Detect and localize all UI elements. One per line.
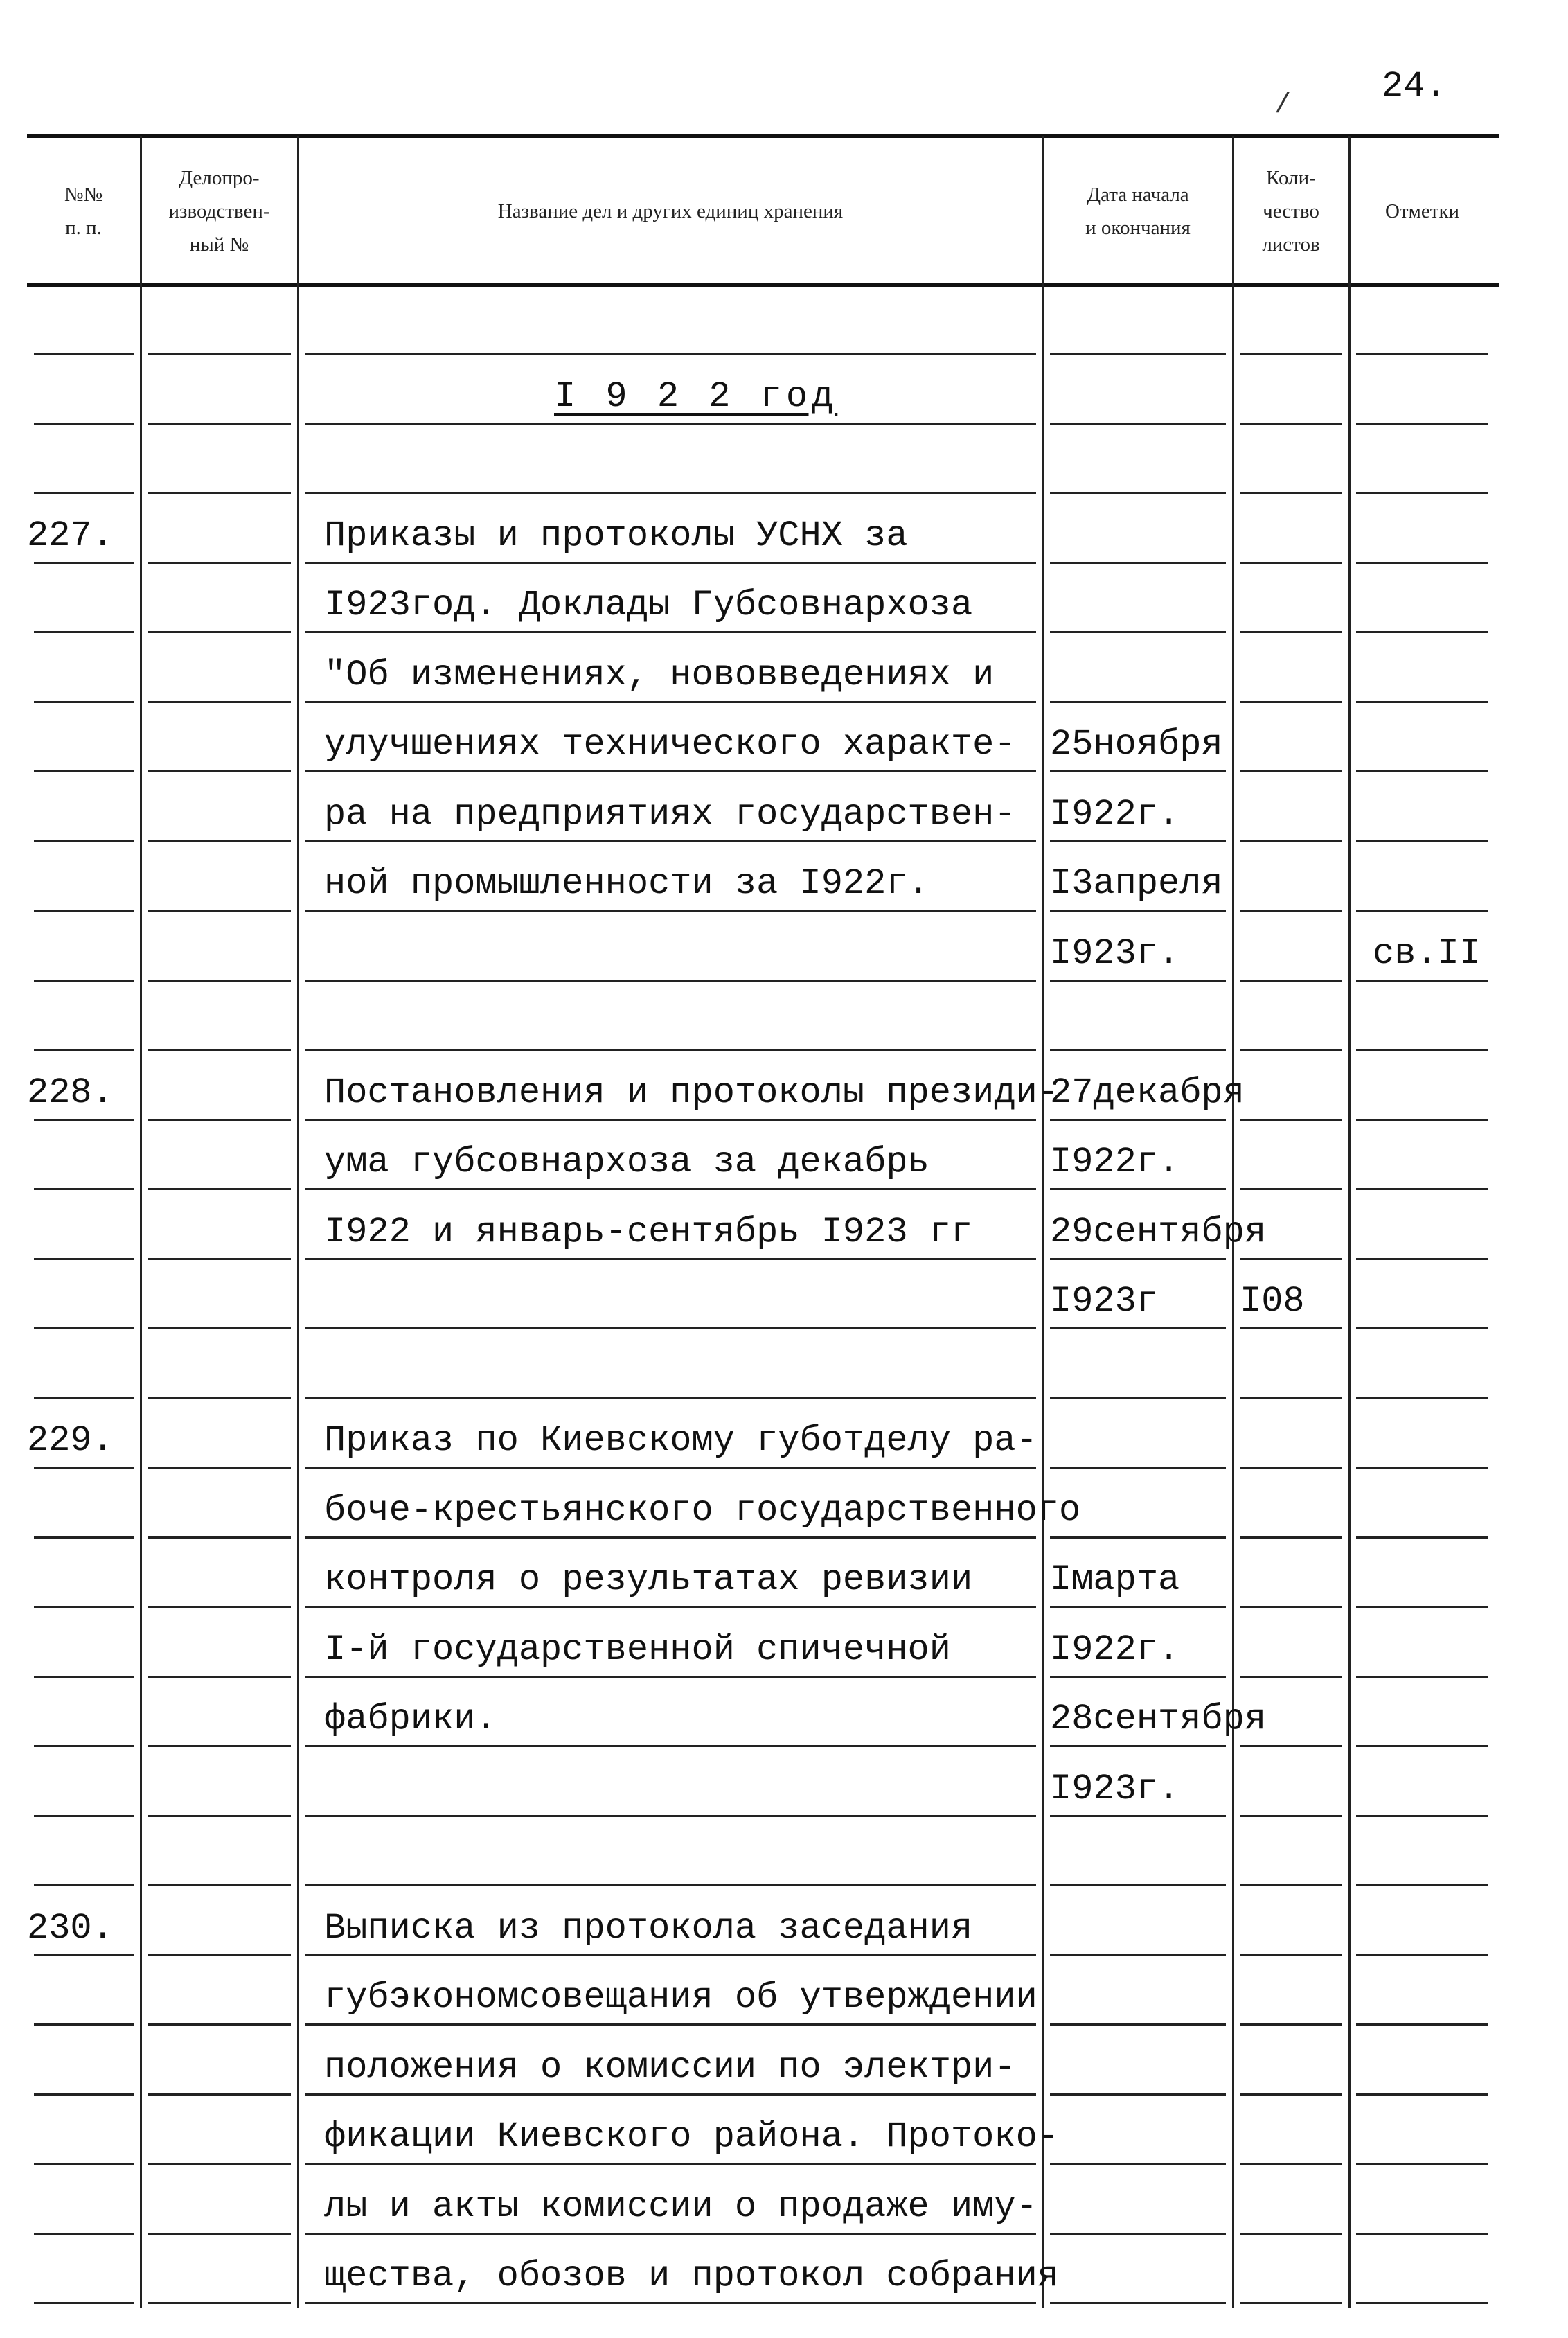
cell-title xyxy=(298,2096,1059,2165)
cell-dp xyxy=(141,2026,298,2096)
cell-title xyxy=(298,1121,1043,1190)
cell-text-title: ной промышленности за I922г. xyxy=(324,863,929,904)
cell-title xyxy=(298,285,1043,355)
header-text: Делопро- xyxy=(179,167,260,189)
table-row xyxy=(0,1887,1568,1956)
year-heading: I 9 2 2 год xyxy=(554,375,838,417)
cell-count xyxy=(1233,1121,1349,1190)
cell-num xyxy=(27,1399,141,1469)
cell-num xyxy=(27,1539,141,1608)
cell-num xyxy=(27,2096,141,2165)
header-text: ный № xyxy=(189,233,249,256)
table-row xyxy=(0,1609,1568,1678)
table-row xyxy=(0,1469,1568,1539)
cell-dp xyxy=(141,1052,298,1121)
table-row xyxy=(0,703,1568,772)
cell-note xyxy=(1349,703,1495,772)
cell-dp xyxy=(141,703,298,772)
header-col-dates xyxy=(1043,142,1233,281)
cell-date xyxy=(1043,2096,1233,2165)
cell-num xyxy=(27,1121,141,1190)
cell-count xyxy=(1233,1887,1349,1956)
cell-text-title: щества, обозов и протокол собрания xyxy=(324,2256,1059,2296)
header-text: чество xyxy=(1263,200,1319,222)
cell-note xyxy=(1349,634,1495,703)
cell-date xyxy=(1043,634,1233,703)
cell-count xyxy=(1233,1956,1349,2026)
cell-text-title: контроля о результатах ревизии xyxy=(324,1559,973,1600)
header-text: Дата начала xyxy=(1087,184,1189,206)
cell-note xyxy=(1349,2166,1495,2235)
cell-num xyxy=(27,842,141,912)
cell-date xyxy=(1043,1121,1233,1190)
pencil-mark: / xyxy=(1274,90,1292,121)
cell-num xyxy=(27,1956,141,2026)
cell-note xyxy=(1349,982,1495,1051)
table-row xyxy=(0,2235,1568,2304)
table-row xyxy=(0,1330,1568,1399)
cell-num xyxy=(27,1191,141,1260)
cell-title xyxy=(298,842,1043,912)
cell-title xyxy=(298,1260,1043,1329)
cell-text-num: 227. xyxy=(27,515,114,556)
cell-note xyxy=(1349,1748,1495,1817)
cell-num xyxy=(27,912,141,982)
cell-num xyxy=(27,425,141,494)
cell-count xyxy=(1233,425,1349,494)
cell-note xyxy=(1349,1956,1495,2026)
table-row xyxy=(0,2166,1568,2235)
cell-note xyxy=(1349,355,1495,425)
table-row xyxy=(0,1748,1568,1817)
cell-date xyxy=(1043,285,1233,355)
cell-date xyxy=(1043,2026,1233,2096)
cell-num xyxy=(27,1817,141,1886)
cell-text-title: фабрики. xyxy=(324,1699,497,1739)
cell-title xyxy=(298,634,1043,703)
cell-title xyxy=(298,495,1043,564)
cell-num xyxy=(27,495,141,564)
cell-text-num: 230. xyxy=(27,1907,114,1949)
cell-text-date: I3апреля xyxy=(1050,863,1223,904)
cell-title xyxy=(298,355,1043,425)
cell-note xyxy=(1349,2026,1495,2096)
cell-title xyxy=(298,773,1043,842)
cell-date xyxy=(1043,1678,1267,1747)
cell-text-title: "Об изменениях, нововведениях и xyxy=(324,654,995,696)
cell-count xyxy=(1233,2096,1349,2165)
cell-text-date: 28сентября xyxy=(1050,1699,1267,1739)
cell-note xyxy=(1349,564,1495,633)
cell-note xyxy=(1349,1469,1495,1539)
cell-note xyxy=(1349,1330,1495,1399)
cell-note xyxy=(1349,1399,1495,1469)
cell-text-title: Постановления и протоколы президи- xyxy=(324,1072,1059,1113)
cell-note xyxy=(1349,1887,1495,1956)
cell-note xyxy=(1349,425,1495,494)
header-text: листов xyxy=(1262,233,1320,256)
cell-note xyxy=(1349,2096,1495,2165)
cell-note xyxy=(1349,1609,1495,1678)
cell-date xyxy=(1043,1399,1233,1469)
cell-text-title: ума губсовнархоза за декабрь xyxy=(324,1142,929,1183)
cell-count xyxy=(1233,1260,1349,1329)
cell-note xyxy=(1349,1260,1495,1329)
cell-text-title: I923год. Доклады Губсовнархоза xyxy=(324,585,973,626)
cell-note xyxy=(1349,1817,1495,1886)
cell-text-date: 29сентября xyxy=(1050,1211,1267,1252)
cell-date xyxy=(1043,1052,1245,1121)
cell-count xyxy=(1233,773,1349,842)
cell-note xyxy=(1349,1539,1495,1608)
cell-dp xyxy=(141,564,298,633)
table-row xyxy=(0,425,1568,494)
cell-num xyxy=(27,1678,141,1747)
cell-note xyxy=(1349,1678,1495,1747)
header-text: Название дел и других единиц хранения xyxy=(497,200,844,222)
cell-num xyxy=(27,2026,141,2096)
cell-date xyxy=(1043,1191,1267,1260)
cell-num xyxy=(27,703,141,772)
header-text: №№ xyxy=(64,184,103,206)
cell-text-title: положения о комиссии по электри- xyxy=(324,2046,1016,2088)
cell-text-title: губэкономсовещания об утверждении xyxy=(324,1977,1037,2018)
cell-text-note: св.II xyxy=(1373,932,1481,974)
cell-title xyxy=(298,1052,1059,1121)
cell-title xyxy=(298,1330,1043,1399)
cell-text-title: боче-крестьянского государственного xyxy=(324,1489,1081,1531)
cell-dp xyxy=(141,912,298,982)
cell-count xyxy=(1233,1539,1349,1608)
cell-count xyxy=(1233,2166,1349,2235)
header-text: изводствен- xyxy=(168,200,270,222)
cell-text-date: 27декабря xyxy=(1050,1072,1245,1113)
table-row xyxy=(0,1817,1568,1886)
table-row xyxy=(0,564,1568,633)
cell-title xyxy=(298,703,1043,772)
cell-count xyxy=(1233,703,1349,772)
cell-date xyxy=(1043,2235,1233,2304)
cell-count xyxy=(1233,1609,1349,1678)
cell-title xyxy=(298,1469,1081,1539)
cell-text-title: I922 и январь-сентябрь I923 гг xyxy=(324,1211,973,1252)
table-top-rule xyxy=(27,134,1499,138)
cell-text-title: лы и акты комиссии о продаже иму- xyxy=(324,2186,1037,2227)
cell-num xyxy=(27,564,141,633)
cell-title xyxy=(298,1887,1043,1956)
cell-date xyxy=(1043,1330,1233,1399)
cell-count xyxy=(1233,1399,1349,1469)
cell-date xyxy=(1043,564,1233,633)
table-row xyxy=(0,1052,1568,1121)
cell-title xyxy=(298,2166,1043,2235)
cell-dp xyxy=(141,1121,298,1190)
cell-count xyxy=(1233,1817,1349,1886)
cell-title xyxy=(298,982,1043,1051)
table-row xyxy=(0,1260,1568,1329)
cell-count xyxy=(1233,842,1349,912)
table-row xyxy=(0,495,1568,564)
cell-text-num: 228. xyxy=(27,1072,114,1113)
cell-text-title: фикации Киевского района. Протоко- xyxy=(324,2116,1059,2157)
header-text: Коли- xyxy=(1266,167,1316,189)
cell-count xyxy=(1233,2235,1349,2304)
table-row xyxy=(0,982,1568,1051)
cell-count xyxy=(1233,1748,1349,1817)
cell-count xyxy=(1233,1330,1349,1399)
cell-text-title: Выписка из протокола заседания xyxy=(324,1907,973,1949)
cell-date xyxy=(1043,1817,1233,1886)
cell-dp xyxy=(141,1330,298,1399)
cell-count xyxy=(1233,564,1349,633)
cell-note xyxy=(1349,1052,1495,1121)
cell-date xyxy=(1043,425,1233,494)
cell-title xyxy=(298,1539,1043,1608)
cell-text-count: I08 xyxy=(1240,1281,1305,1322)
header-col-num xyxy=(27,142,140,281)
cell-title xyxy=(298,425,1043,494)
cell-text-num: 229. xyxy=(27,1420,114,1461)
cell-text-title: ра на предприятиях государствен- xyxy=(324,793,1016,835)
cell-count xyxy=(1233,1191,1349,1260)
cell-date xyxy=(1043,1887,1233,1956)
cell-dp xyxy=(141,1678,298,1747)
cell-num xyxy=(27,634,141,703)
cell-dp xyxy=(141,2235,298,2304)
cell-date xyxy=(1043,1956,1233,2026)
cell-count xyxy=(1233,355,1349,425)
table-row xyxy=(0,1121,1568,1190)
cell-title xyxy=(298,2026,1043,2096)
cell-count xyxy=(1233,982,1349,1051)
cell-num xyxy=(27,1887,141,1956)
cell-text-date: I923г xyxy=(1050,1281,1159,1322)
cell-title xyxy=(298,1609,1043,1678)
cell-date xyxy=(1043,355,1233,425)
cell-dp xyxy=(141,773,298,842)
cell-note xyxy=(1349,1191,1495,1260)
cell-text-title: Приказ по Киевскому губотделу ра- xyxy=(324,1420,1037,1461)
cell-date xyxy=(1043,1260,1233,1329)
cell-num xyxy=(27,2166,141,2235)
cell-num xyxy=(27,982,141,1051)
cell-dp xyxy=(141,355,298,425)
cell-num xyxy=(27,1260,141,1329)
table-row xyxy=(0,1399,1568,1469)
cell-title xyxy=(298,1817,1043,1886)
cell-note xyxy=(1349,2235,1495,2304)
cell-count xyxy=(1233,495,1349,564)
cell-dp xyxy=(141,495,298,564)
cell-text-date: I922г. xyxy=(1050,793,1180,835)
cell-count xyxy=(1233,634,1349,703)
header-text: Отметки xyxy=(1384,200,1460,222)
cell-text-date: I923г. xyxy=(1050,1768,1180,1809)
cell-date xyxy=(1043,982,1233,1051)
cell-dp xyxy=(141,1887,298,1956)
table-row xyxy=(0,1678,1568,1747)
cell-title xyxy=(298,1399,1043,1469)
table-row xyxy=(0,842,1568,912)
cell-date xyxy=(1043,773,1233,842)
cell-title xyxy=(298,2235,1059,2304)
cell-num xyxy=(27,2235,141,2304)
cell-title xyxy=(298,912,1043,982)
header-col-title xyxy=(298,142,1043,281)
header-text: и окончания xyxy=(1085,217,1191,239)
table-row xyxy=(0,1539,1568,1608)
page-number: 24. xyxy=(1382,66,1447,107)
cell-dp xyxy=(141,1956,298,2026)
cell-dp xyxy=(141,1539,298,1608)
table-row xyxy=(0,634,1568,703)
cell-num xyxy=(27,1748,141,1817)
cell-title xyxy=(298,1956,1043,2026)
cell-date xyxy=(1043,703,1233,772)
cell-dp xyxy=(141,1817,298,1886)
cell-dp xyxy=(141,1748,298,1817)
cell-num xyxy=(27,773,141,842)
cell-text-date: 25ноября xyxy=(1050,724,1223,765)
cell-date xyxy=(1043,2166,1233,2235)
cell-dp xyxy=(141,1399,298,1469)
cell-note xyxy=(1349,912,1495,982)
cell-count xyxy=(1233,912,1349,982)
cell-dp xyxy=(141,982,298,1051)
cell-num xyxy=(27,285,141,355)
cell-note xyxy=(1349,285,1495,355)
cell-title xyxy=(298,564,1043,633)
cell-num xyxy=(27,1330,141,1399)
cell-num xyxy=(27,1609,141,1678)
header-col-count xyxy=(1233,142,1349,281)
cell-text-title: улучшениях технического характе- xyxy=(324,724,1016,765)
cell-note xyxy=(1349,773,1495,842)
table-row xyxy=(0,2096,1568,2165)
cell-count xyxy=(1233,1052,1349,1121)
cell-date xyxy=(1043,842,1233,912)
cell-note xyxy=(1349,1121,1495,1190)
cell-dp xyxy=(141,2096,298,2165)
cell-count xyxy=(1233,1678,1349,1747)
table-row xyxy=(0,2026,1568,2096)
cell-date xyxy=(1043,912,1233,982)
cell-count xyxy=(1233,285,1349,355)
cell-date xyxy=(1043,495,1233,564)
cell-title xyxy=(298,1748,1043,1817)
table-row xyxy=(0,773,1568,842)
cell-text-date: I922г. xyxy=(1050,1629,1180,1670)
cell-dp xyxy=(141,842,298,912)
cell-dp xyxy=(141,1469,298,1539)
cell-note xyxy=(1349,842,1495,912)
cell-dp xyxy=(141,285,298,355)
cell-dp xyxy=(141,634,298,703)
cell-count xyxy=(1233,1469,1349,1539)
cell-date xyxy=(1043,1539,1233,1608)
cell-num xyxy=(27,1469,141,1539)
cell-text-title: Приказы и протоколы УСНХ за xyxy=(324,515,908,556)
cell-dp xyxy=(141,1609,298,1678)
cell-title xyxy=(298,1191,1043,1260)
cell-text-title: I-й государственной спичечной xyxy=(324,1629,951,1670)
table-row xyxy=(0,1191,1568,1260)
cell-text-date: I923г. xyxy=(1050,932,1180,974)
cell-count xyxy=(1233,2026,1349,2096)
cell-num xyxy=(27,1052,141,1121)
cell-dp xyxy=(141,1191,298,1260)
cell-dp xyxy=(141,1260,298,1329)
cell-date xyxy=(1043,1469,1233,1539)
cell-note xyxy=(1349,495,1495,564)
table-row xyxy=(0,912,1568,982)
table-row xyxy=(0,285,1568,355)
cell-text-date: I922г. xyxy=(1050,1142,1180,1183)
cell-num xyxy=(27,355,141,425)
cell-title xyxy=(298,1678,1043,1747)
header-text: п. п. xyxy=(65,217,102,239)
header-col-office-number xyxy=(141,142,297,281)
cell-dp xyxy=(141,425,298,494)
header-col-notes xyxy=(1349,142,1495,281)
cell-date xyxy=(1043,1609,1233,1678)
table-row xyxy=(0,1956,1568,2026)
cell-dp xyxy=(141,2166,298,2235)
cell-date xyxy=(1043,1748,1233,1817)
cell-text-date: Iмарта xyxy=(1050,1559,1180,1600)
table-row xyxy=(0,355,1568,425)
